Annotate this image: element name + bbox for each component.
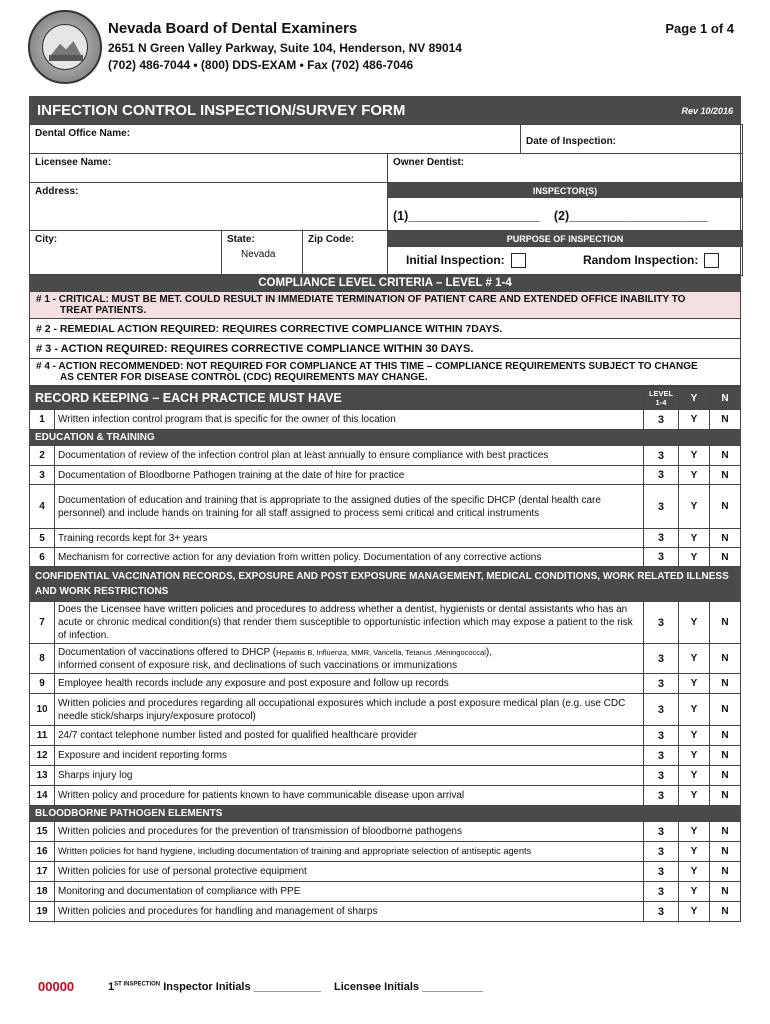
initial-inspection-label: Initial Inspection: — [406, 253, 505, 267]
no-checkbox[interactable]: N — [710, 694, 741, 726]
form-revision: Rev 10/2016 — [681, 105, 733, 116]
no-checkbox[interactable]: N — [710, 842, 741, 862]
yes-checkbox[interactable]: Y — [679, 674, 710, 694]
table-row: 16 Written policies for hand hygiene, including documentation of training and appropriate selection of antiseptic agents 3 Y N — [30, 842, 741, 862]
no-checkbox[interactable]: N — [710, 674, 741, 694]
purpose-options — [387, 246, 743, 276]
level-column-header: LEVEL 1-4 — [643, 387, 678, 410]
licensee-name-field[interactable]: Licensee Name: — [29, 153, 388, 183]
yes-checkbox[interactable]: Y — [679, 548, 710, 567]
yes-checkbox[interactable]: Y — [679, 902, 710, 922]
table-row: 11 24/7 contact telephone number listed and posted for qualified healthcare provider 3 Y N — [30, 726, 741, 746]
form-title: INFECTION CONTROL INSPECTION/SURVEY FORM — [37, 102, 406, 119]
inspector-1-field[interactable]: (1)___________________ — [393, 209, 541, 223]
no-checkbox[interactable]: N — [710, 548, 741, 567]
table-row: 6 Mechanism for corrective action for any deviation from written policy. Documentation of any corrective actions 3 Y N — [30, 548, 741, 567]
random-inspection-label: Random Inspection: — [583, 253, 699, 267]
state-field[interactable]: State: Nevada — [221, 230, 303, 276]
inspectors-fields[interactable] — [387, 197, 743, 231]
table-row: 2 Documentation of review of the infection control plan at least annually to ensure compliance with best practices 3 Y N — [30, 446, 741, 466]
table-row: 13 Sharps injury log 3 Y N — [30, 766, 741, 786]
random-inspection-checkbox[interactable] — [704, 253, 719, 268]
table-row: 17 Written policies for use of personal protective equipment 3 Y N — [30, 862, 741, 882]
education-training-title: EDUCATION & TRAINING — [30, 430, 741, 446]
level-1-criteria: # 1 - CRITICAL: MUST BE MET. COULD RESULT IN IMMEDIATE TERMINATION OF PATIENT CARE AND EXTENDED OFFICE INABILITY TO TREAT PATIENTS. — [29, 292, 741, 319]
checklist-table — [29, 386, 741, 922]
yes-checkbox[interactable]: Y — [679, 862, 710, 882]
no-checkbox[interactable]: N — [710, 882, 741, 902]
yes-column-header: Y — [679, 387, 710, 410]
initial-inspection-checkbox[interactable] — [511, 253, 526, 268]
owner-dentist-field[interactable]: Owner Dentist: — [387, 153, 743, 183]
yes-checkbox[interactable]: Y — [679, 786, 710, 806]
confidential-vaccination-title: CONFIDENTIAL VACCINATION RECORDS, EXPOSURE AND POST EXPOSURE MANAGEMENT, MEDICAL CONDITIONS, WORK RELATED ILLNESS AND WORK RESTRICTIONS — [30, 567, 741, 602]
no-checkbox[interactable]: N — [710, 766, 741, 786]
dental-office-name-field[interactable]: Dental Office Name: — [29, 124, 521, 154]
no-checkbox[interactable]: N — [710, 862, 741, 882]
yes-checkbox[interactable]: Y — [679, 746, 710, 766]
table-row: 10 Written policies and procedures regarding all occupational exposures which include a post exposure medical plan (e.g. use CDC needle stick/sharps injury/exposure protocol) 3 Y N — [30, 694, 741, 726]
no-checkbox[interactable]: N — [710, 822, 741, 842]
yes-checkbox[interactable]: Y — [679, 466, 710, 485]
table-row: 3 Documentation of Bloodborne Pathogen training at the date of hire for practice 3 Y N — [30, 466, 741, 485]
org-address: 2651 N Green Valley Parkway, Suite 104, Henderson, NV 89014 — [108, 41, 462, 55]
no-checkbox[interactable]: N — [710, 644, 741, 674]
purpose-header: PURPOSE OF INSPECTION — [387, 230, 743, 247]
no-checkbox[interactable]: N — [710, 726, 741, 746]
record-keeping-title: RECORD KEEPING – EACH PRACTICE MUST HAVE — [30, 387, 644, 410]
table-row: 9 Employee health records include any exposure and post exposure and follow up records 3 Y N — [30, 674, 741, 694]
table-row: 1 Written infection control program that is specific for the owner of this location 3 Y N — [30, 410, 741, 430]
table-row: 4 Documentation of education and training that is appropriate to the assigned duties of the specific DHCP (dental health care personnel) and include hands on training for all staff assigned to process semi critical and critical instruments 3 Y N — [30, 485, 741, 529]
yes-checkbox[interactable]: Y — [679, 726, 710, 746]
table-row: 18 Monitoring and documentation of compliance with PPE 3 Y N — [30, 882, 741, 902]
table-row: 5 Training records kept for 3+ years 3 Y N — [30, 529, 741, 548]
table-row: 15 Written policies and procedures for the prevention of transmission of bloodborne pathogens 3 Y N — [30, 822, 741, 842]
bloodborne-pathogen-title: BLOODBORNE PATHOGEN ELEMENTS — [30, 806, 741, 822]
address-field[interactable]: Address: — [29, 182, 388, 231]
table-row: 12 Exposure and incident reporting forms 3 Y N — [30, 746, 741, 766]
no-checkbox[interactable]: N — [710, 902, 741, 922]
yes-checkbox[interactable]: Y — [679, 410, 710, 430]
form-title-bar — [29, 96, 741, 125]
yes-checkbox[interactable]: Y — [679, 644, 710, 674]
yes-checkbox[interactable]: Y — [679, 882, 710, 902]
form-code: 00000 — [38, 979, 75, 994]
inspector-2-field[interactable]: (2)____________________ — [553, 209, 709, 223]
criteria-title: COMPLIANCE LEVEL CRITERIA – LEVEL # 1-4 — [29, 275, 741, 292]
yes-checkbox[interactable]: Y — [679, 842, 710, 862]
inspector-initials-field[interactable]: Inspector Initials ___________ — [160, 981, 321, 993]
yes-checkbox[interactable]: Y — [679, 694, 710, 726]
initials-footer: $1^{ST INSPECTION}$ Inspector Initials ___________ Licensee Initials __________ — [108, 981, 484, 993]
yes-checkbox[interactable]: Y — [679, 446, 710, 466]
zip-code-field[interactable]: Zip Code: — [302, 230, 388, 276]
no-checkbox[interactable]: N — [710, 529, 741, 548]
yes-checkbox[interactable]: Y — [679, 485, 710, 529]
level-2-criteria: # 2 - REMEDIAL ACTION REQUIRED: REQUIRES CORRECTIVE COMPLIANCE WITHIN 7DAYS. — [29, 319, 741, 339]
inspectors-header: INSPECTOR(S) — [387, 182, 743, 198]
nevada-state-seal — [28, 10, 102, 84]
yes-checkbox[interactable]: Y — [679, 529, 710, 548]
yes-checkbox[interactable]: Y — [679, 766, 710, 786]
no-checkbox[interactable]: N — [710, 485, 741, 529]
licensee-initials-field[interactable]: Licensee Initials __________ — [334, 981, 484, 993]
no-checkbox[interactable]: N — [710, 746, 741, 766]
table-row: 19 Written policies and procedures for handling and management of sharps 3 Y N — [30, 902, 741, 922]
table-row: 7 Does the Licensee have written policies and procedures to address whether a dentist, hygienists or dental assistants who has an acute or chronic medical condition(s) that render them susceptible to opportunistic infection which may expose a patient to the risk of infection. 3 Y N — [30, 602, 741, 644]
level-3-criteria: # 3 - ACTION REQUIRED: REQUIRES CORRECTIVE COMPLIANCE WITHIN 30 DAYS. — [29, 339, 741, 359]
state-value: Nevada — [241, 249, 276, 260]
org-name: Nevada Board of Dental Examiners — [108, 20, 358, 37]
office-info-grid — [29, 125, 741, 275]
no-checkbox[interactable]: N — [710, 602, 741, 644]
no-checkbox[interactable]: N — [710, 466, 741, 485]
page-number: Page 1 of 4 — [665, 21, 734, 36]
date-of-inspection-field[interactable]: Date of Inspection: — [520, 124, 743, 154]
no-column-header: N — [710, 387, 741, 410]
level-4-criteria: # 4 - ACTION RECOMMENDED: NOT REQUIRED FOR COMPLIANCE AT THIS TIME – COMPLIANCE REQUIREMENTS SUBJECT TO CHANGE AS CENTER FOR DISEASE CONTROL (CDC) REQUIREMENTS MAY CHANGE. — [29, 359, 741, 386]
city-field[interactable]: City: — [29, 230, 222, 276]
section-header — [30, 567, 741, 602]
section-header — [30, 430, 741, 446]
section-header — [30, 806, 741, 822]
inspection-form — [29, 96, 741, 922]
table-row: 8 Documentation of vaccinations offered to DHCP (Hepatitis B, Influenza, MMR, Varicella, Tetanus ,Meningococcal), informed consent of exposure risk, and declinations of such vaccinations or immunizations 3 Y N — [30, 644, 741, 674]
table-row: 14 Written policy and procedure for patients known to have communicable disease upon arrival 3 Y N — [30, 786, 741, 806]
record-keeping-header — [30, 387, 741, 410]
no-checkbox[interactable]: N — [710, 446, 741, 466]
no-checkbox[interactable]: N — [710, 786, 741, 806]
yes-checkbox[interactable]: Y — [679, 822, 710, 842]
no-checkbox[interactable]: N — [710, 410, 741, 430]
yes-checkbox[interactable]: Y — [679, 602, 710, 644]
org-phones: (702) 486-7044 • (800) DDS-EXAM • Fax (702) 486-7046 — [108, 58, 414, 72]
